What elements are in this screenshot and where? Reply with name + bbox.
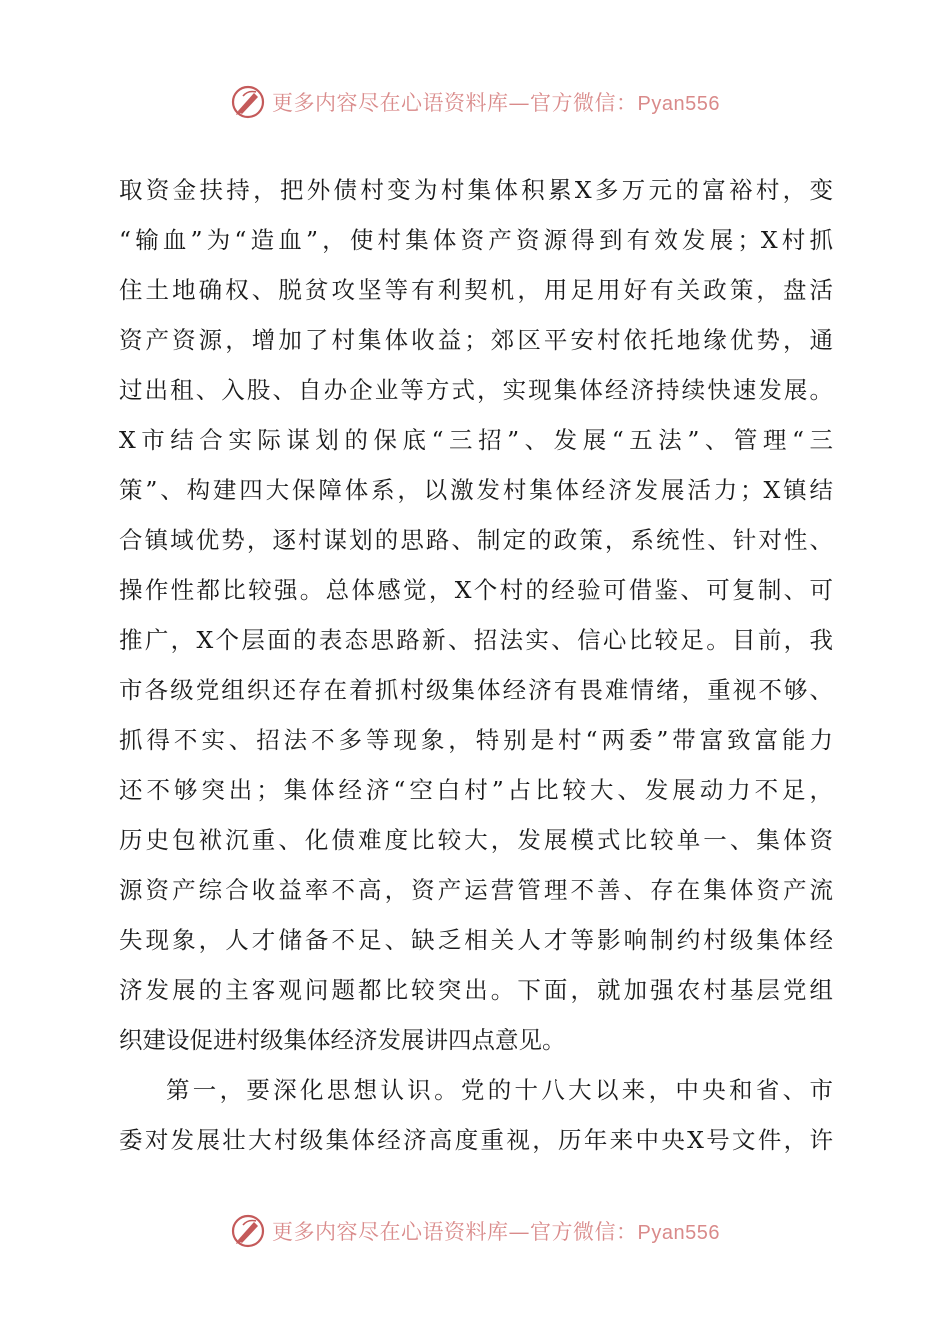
body-line: 操作性都比较强。总体感觉，X个村的经验可借鉴、可复制、可 xyxy=(119,576,833,604)
body-line: 过出租、入股、自办企业等方式，实现集体经济持续快速发展。 xyxy=(119,376,833,404)
body-line: 历史包袱沉重、化债难度比较大，发展模式比较单一、集体资 xyxy=(119,826,833,854)
body-line: 住土地确权、脱贫攻坚等有利契机，用足用好有关政策，盘活 xyxy=(119,276,833,304)
body-line: 市各级党组织还存在着抓村级集体经济有畏难情绪，重视不够、 xyxy=(119,676,833,704)
body-line: 第一，要深化思想认识。党的十八大以来，中央和省、市 xyxy=(166,1076,833,1104)
body-line: 还不够突出；集体经济“空白村”占比较大、发展动力不足， xyxy=(119,776,833,804)
header-watermark-id: Pyan556 xyxy=(637,93,720,115)
body-line: 济发展的主客观问题都比较突出。下面，就加强农村基层党组 xyxy=(119,976,833,1004)
document-body xyxy=(119,165,833,1165)
header-watermark xyxy=(0,80,950,124)
body-line: 合镇域优势，逐村谋划的思路、制定的政策，系统性、针对性、 xyxy=(119,526,833,554)
body-line: 取资金扶持，把外债村变为村集体积累X多万元的富裕村，变 xyxy=(119,176,833,204)
footer-watermark-id: Pyan556 xyxy=(637,1222,720,1244)
body-line: 推广，X个层面的表态思路新、招法实、信心比较足。目前，我 xyxy=(119,626,833,654)
body-line: 织建设促进村级集体经济发展讲四点意见。 xyxy=(119,1026,566,1054)
body-line: 资产资源，增加了村集体收益；郊区平安村依托地缘优势，通 xyxy=(119,326,833,354)
body-line: 抓得不实、招法不多等现象，特别是村“两委”带富致富能力 xyxy=(119,726,833,754)
body-line: 源资产综合收益率不高，资产运营管理不善、存在集体资产流 xyxy=(119,876,833,904)
pen-logo-icon xyxy=(230,1213,266,1249)
footer-watermark-text xyxy=(272,1216,720,1246)
footer-watermark xyxy=(0,1209,950,1253)
header-watermark-text xyxy=(272,87,720,117)
body-line: 委对发展壮大村级集体经济高度重视，历年来中央X号文件，许 xyxy=(119,1126,833,1154)
body-line: 策”、构建四大保障体系，以激发村集体经济发展活力；X镇结 xyxy=(119,476,833,504)
body-line: 失现象，人才储备不足、缺乏相关人才等影响制约村级集体经 xyxy=(119,926,833,954)
header-watermark-label: 更多内容尽在心语资料库—官方微信： xyxy=(272,91,638,115)
footer-watermark-inner xyxy=(230,1213,720,1249)
header-watermark-inner xyxy=(230,84,720,120)
body-line: “输血”为“造血”，使村集体资产资源得到有效发展；X村抓 xyxy=(119,226,833,254)
pen-logo-icon xyxy=(230,84,266,120)
footer-watermark-label: 更多内容尽在心语资料库—官方微信： xyxy=(272,1220,638,1244)
body-line: X市结合实际谋划的保底“三招”、发展“五法”、管理“三 xyxy=(119,426,833,454)
